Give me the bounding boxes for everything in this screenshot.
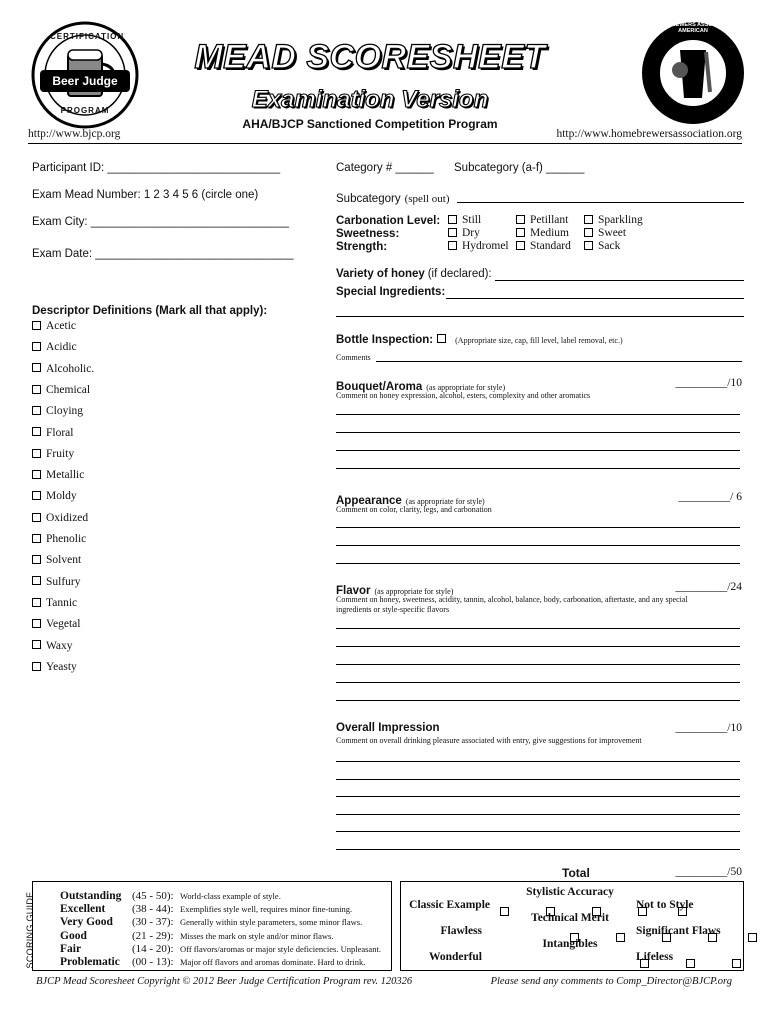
descriptor-label: Fruity: [46, 447, 75, 460]
descriptor-label: Phenolic: [46, 533, 87, 545]
descriptor-item[interactable]: [32, 512, 88, 524]
descriptor-item[interactable]: [32, 405, 83, 417]
comment-line[interactable]: [336, 814, 740, 815]
scoring-guide-range: (30 - 37):: [132, 916, 174, 929]
descriptor-label: Metallic: [46, 469, 85, 482]
comment-line[interactable]: [336, 646, 740, 647]
descriptor-checkbox[interactable]: [32, 640, 41, 649]
bjcp-logo-top-text: CERTIFICATION: [50, 32, 125, 41]
descriptor-item[interactable]: [32, 576, 81, 588]
rating-checkbox[interactable]: [678, 907, 687, 916]
flavor-score[interactable]: _________/24: [675, 581, 742, 593]
strength-label: Strength:: [336, 241, 388, 253]
rating-checkbox[interactable]: [640, 959, 649, 968]
comment-line[interactable]: [336, 849, 740, 850]
participant-id-field[interactable]: Participant ID: ___________________________: [32, 162, 281, 174]
aha-logo-graphic: [640, 20, 746, 126]
classic-example-label: Classic Example: [409, 899, 490, 911]
checkbox[interactable]: [584, 241, 593, 250]
descriptor-item[interactable]: [32, 661, 77, 673]
descriptor-item[interactable]: [32, 427, 73, 439]
descriptor-item[interactable]: [32, 384, 90, 396]
significant-flaws-label: Significant Flaws: [636, 925, 721, 937]
scoring-guide-side-label: SCORING GUIDE: [25, 891, 35, 969]
subcategory-note: (spell out): [404, 193, 450, 205]
aroma-note: (as appropriate for style): [426, 383, 506, 392]
descriptor-checkbox[interactable]: [32, 598, 41, 607]
checkbox[interactable]: [584, 215, 593, 224]
rating-checkbox[interactable]: [570, 933, 579, 942]
descriptor-item[interactable]: [32, 640, 73, 652]
comment-line[interactable]: [336, 700, 740, 701]
scoring-guide-range: (14 - 20):: [132, 942, 174, 955]
sweetness-dry-option[interactable]: Dry: [448, 227, 509, 240]
descriptor-label: Sulfury: [46, 575, 81, 588]
strength-hydromel-option[interactable]: Hydromel: [448, 240, 509, 253]
descriptor-checkbox[interactable]: [32, 534, 41, 543]
descriptor-checkbox[interactable]: [32, 513, 41, 522]
page-subtitle: Examination Version: [251, 86, 489, 113]
special-line-1[interactable]: [446, 298, 744, 299]
honey-variety-field[interactable]: [336, 268, 492, 280]
descriptor-item[interactable]: [32, 490, 77, 502]
aroma-comment: Comment on honey expression, alcohol, esters, complexity and other aromatics: [336, 391, 591, 400]
comment-line[interactable]: [336, 432, 740, 433]
descriptor-label: Waxy: [46, 639, 73, 652]
descriptor-checkbox[interactable]: [32, 576, 41, 585]
special-line-2[interactable]: [336, 316, 744, 317]
flawless-label: Flawless: [440, 925, 482, 937]
scoring-guide-name: Problematic: [60, 956, 120, 968]
scoring-guide-desc: Misses the mark on style and/or minor flaws.: [180, 930, 334, 941]
scoring-guide-name: Fair: [60, 942, 82, 955]
sweetness-medium-option[interactable]: Medium: [516, 227, 571, 240]
comment-line[interactable]: [336, 527, 740, 528]
descriptor-checkbox[interactable]: [32, 385, 41, 394]
subcategory-spell-field[interactable]: [336, 189, 744, 207]
descriptor-item[interactable]: [32, 341, 77, 353]
subcategory-line: [457, 202, 744, 203]
scoring-guide-range: (38 - 44):: [132, 903, 174, 916]
scoring-guide-range: (21 - 29):: [132, 929, 174, 942]
appearance-comment: Comment on color, clarity, legs, and carbonation: [336, 505, 492, 514]
bjcp-logo-bottom-text: PROGRAM: [60, 106, 110, 115]
descriptor-label: Yeasty: [46, 660, 77, 673]
comment-line[interactable]: [336, 450, 740, 451]
comment-line[interactable]: [336, 682, 740, 683]
descriptor-checkbox[interactable]: [32, 321, 41, 330]
comment-line[interactable]: [336, 468, 740, 469]
category-field[interactable]: Category # ______: [336, 162, 434, 174]
checkbox[interactable]: [448, 215, 457, 224]
attr-col-3: [584, 214, 643, 253]
sweetness-label: Sweetness:: [336, 228, 400, 240]
checkbox[interactable]: [516, 228, 525, 237]
rating-checkbox[interactable]: [546, 907, 555, 916]
descriptor-checkbox[interactable]: [32, 555, 41, 564]
descriptor-checkbox[interactable]: [32, 491, 41, 500]
rating-checkbox[interactable]: [500, 907, 509, 916]
rating-checkbox[interactable]: [592, 907, 601, 916]
comment-line[interactable]: [336, 628, 740, 629]
descriptor-label: Moldy: [46, 490, 77, 503]
descriptor-item[interactable]: [32, 448, 74, 460]
scoring-guide-desc: Major off flavors and aromas dominate. Hard to drink.: [180, 957, 366, 967]
bjcp-logo-middle-text: Beer Judge: [52, 74, 118, 88]
checkbox[interactable]: [516, 241, 525, 250]
descriptor-checkbox[interactable]: [32, 342, 41, 351]
exam-mead-number-field[interactable]: Exam Mead Number: 1 2 3 4 5 6 (circle one): [32, 189, 259, 201]
descriptor-checkbox[interactable]: [32, 470, 41, 479]
descriptor-label: Chemical: [46, 383, 91, 396]
carbonation-petillant-option[interactable]: Petillant: [516, 214, 571, 227]
scoring-guide-name: Excellent: [60, 903, 106, 916]
wonderful-label: Wonderful: [428, 951, 482, 963]
rating-checkbox[interactable]: [638, 907, 647, 916]
scoring-guide-name: Very Good: [60, 916, 113, 929]
comment-line[interactable]: [336, 761, 740, 762]
subcategory-label: Subcategory: [336, 193, 401, 205]
comment-line[interactable]: [336, 831, 740, 832]
bjcp-url[interactable]: http://www.bjcp.org: [28, 128, 121, 140]
exam-city-field[interactable]: Exam City: _______________________________: [32, 216, 290, 228]
rating-checkbox[interactable]: [732, 959, 741, 968]
comment-line[interactable]: [336, 796, 740, 797]
strength-sack-option[interactable]: Sack: [584, 240, 643, 253]
checkbox[interactable]: [448, 241, 457, 250]
descriptor-checkbox[interactable]: [32, 449, 41, 458]
total-score[interactable]: _________/50: [675, 866, 742, 878]
comment-line[interactable]: [336, 664, 740, 665]
rating-checkbox[interactable]: [708, 933, 717, 942]
page-title: MEAD SCORESHEET: [194, 38, 546, 76]
checkbox[interactable]: [584, 228, 593, 237]
aha-url[interactable]: http://www.homebrewersassociation.org: [556, 128, 742, 140]
special-ingredients-label: Special Ingredients:: [336, 286, 446, 298]
flavor-comment-1: Comment on honey, sweetness, acidity, tannin, alcohol, balance, body, carbonation, aftertaste, and any special: [336, 595, 688, 604]
carbonation-label: Carbonation Level:: [336, 215, 441, 227]
subcategory-af-field[interactable]: Subcategory (a-f) ______: [454, 162, 585, 174]
strength-standard-option[interactable]: Standard: [516, 240, 571, 253]
descriptor-label: Solvent: [46, 554, 82, 567]
honey-line: [495, 280, 744, 281]
descriptor-label: Tannic: [46, 596, 78, 609]
program-name: AHA/BJCP Sanctioned Competition Program: [242, 117, 498, 131]
aha-logo-text: HOMEBREWERS ASSOCIATION AMERICAN: [651, 22, 735, 34]
bjcp-logo: [30, 20, 140, 130]
scoring-guide-desc: Generally within style parameters, some minor flaws.: [180, 917, 363, 928]
honey-variety-note: (if declared):: [427, 268, 492, 280]
aroma-label: Bouquet/Aroma: [336, 381, 423, 393]
rating-checkbox[interactable]: [686, 959, 695, 968]
flavor-note: (as appropriate for style): [374, 587, 454, 596]
descriptor-checkbox[interactable]: [32, 406, 41, 415]
rating-checkboxes: [0, 0, 770, 18]
overall-comment: Comment on overall drinking pleasure associated with entry, give suggestions for improvement: [336, 736, 642, 745]
descriptor-checkbox[interactable]: [32, 662, 41, 671]
scoring-guide-desc: World-class example of style.: [180, 891, 281, 901]
flavor-comment-2: ingredients or style-specific flavors: [336, 605, 450, 614]
attr-col-2: [516, 214, 571, 253]
not-to-style-label: Not to Style: [636, 899, 694, 911]
scoring-guide-row: [60, 952, 365, 970]
appearance-score[interactable]: _________/ 6: [678, 491, 742, 503]
bottle-comments-line[interactable]: [376, 361, 742, 362]
descriptor-item[interactable]: [32, 618, 80, 630]
overall-label: Overall Impression: [336, 722, 440, 734]
sweetness-sweet-option[interactable]: Sweet: [584, 227, 643, 240]
descriptor-item[interactable]: [32, 363, 94, 375]
scoring-guide-name: Outstanding: [60, 890, 122, 902]
flavor-label: Flavor: [336, 585, 371, 597]
descriptor-checkbox[interactable]: [32, 363, 41, 372]
checkbox[interactable]: [448, 228, 457, 237]
overall-score[interactable]: _________/10: [675, 722, 742, 734]
bottle-inspection-note: (Appropriate size, cap, fill level, label removal, etc.): [455, 336, 623, 345]
intangibles-heading: Intangibles: [542, 938, 598, 950]
descriptor-item[interactable]: [32, 533, 86, 545]
scoring-guide-range: (45 - 50):: [132, 890, 174, 902]
bottle-inspection-checkbox[interactable]: [437, 334, 446, 343]
exam-date-field[interactable]: Exam Date: _______________________________: [32, 248, 294, 260]
comment-line[interactable]: [336, 414, 740, 415]
descriptor-label: Acidic: [46, 341, 77, 354]
bottle-inspection-label: Bottle Inspection:: [336, 334, 434, 346]
descriptor-item[interactable]: [32, 469, 84, 481]
descriptor-item[interactable]: [32, 554, 81, 566]
comment-line[interactable]: [336, 779, 740, 780]
honey-variety-label: Variety of honey: [336, 268, 425, 280]
total-label: Total: [562, 866, 590, 880]
rating-checkbox[interactable]: [662, 933, 671, 942]
descriptor-label: Acetic: [46, 320, 77, 332]
descriptor-checkbox[interactable]: [32, 427, 41, 436]
checkbox[interactable]: [516, 215, 525, 224]
descriptor-heading: Descriptor Definitions (Mark all that apply):: [32, 305, 268, 317]
comment-line[interactable]: [336, 545, 740, 546]
carbonation-still-option[interactable]: Still: [448, 214, 509, 227]
descriptor-item[interactable]: [32, 597, 77, 609]
scoring-guide-name: Good: [60, 929, 87, 942]
bottle-inspection[interactable]: [336, 330, 623, 348]
descriptor-item[interactable]: [32, 320, 76, 332]
scoring-guide-desc: Off flavors/aromas or major style deficiencies. Unpleasant.: [180, 943, 381, 954]
descriptor-label: Alcoholic.: [46, 362, 95, 375]
descriptor-label: Vegetal: [46, 618, 81, 631]
descriptor-label: Floral: [46, 426, 74, 439]
technical-merit-heading: Technical Merit: [531, 912, 609, 924]
attr-col-1: [448, 214, 509, 253]
bottle-comments-label: Comments: [336, 353, 371, 362]
footer-copyright: BJCP Mead Scoresheet Copyright © 2012 Beer Judge Certification Program rev. 120326: [36, 976, 413, 987]
aha-logo: [640, 20, 746, 126]
descriptor-label: Oxidized: [46, 511, 89, 524]
lifeless-label: Lifeless: [636, 951, 674, 963]
scoring-guide-desc: Exemplifies style well, requires minor fine-tuning.: [180, 904, 353, 915]
descriptor-checkbox[interactable]: [32, 619, 41, 628]
rating-checkbox[interactable]: [748, 933, 757, 942]
scoring-guide-range: (00 - 13):: [132, 956, 174, 968]
comment-line[interactable]: [336, 563, 740, 564]
header-divider: [28, 143, 742, 144]
rating-checkbox[interactable]: [616, 933, 625, 942]
carbonation-sparkling-option[interactable]: Sparkling: [584, 214, 643, 227]
appearance-note: (as appropriate for style): [405, 497, 485, 506]
descriptor-label: Cloying: [46, 405, 84, 418]
stylistic-accuracy-heading: Stylistic Accuracy: [526, 886, 614, 898]
footer-contact: Please send any comments to Comp_Director@BJCP.org: [490, 976, 732, 987]
appearance-label: Appearance: [336, 495, 402, 507]
aroma-score[interactable]: _________/10: [675, 377, 742, 389]
